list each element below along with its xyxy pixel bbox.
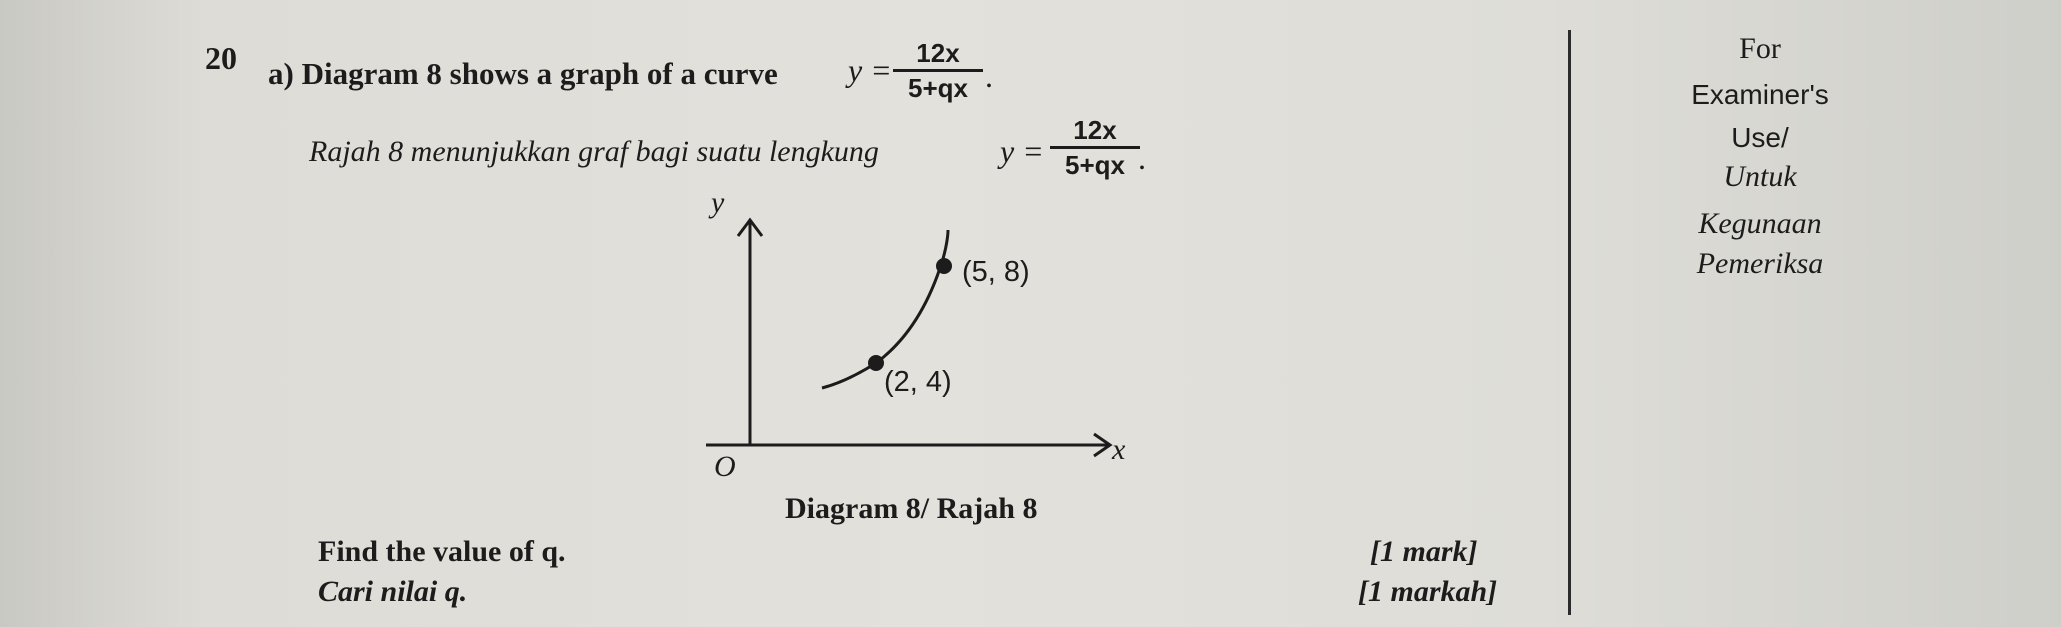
point-label-lower: (2, 4) — [884, 366, 952, 398]
question-number: 20 — [205, 40, 237, 76]
equation-period: . — [985, 58, 993, 94]
point-label-upper: (5, 8) — [962, 256, 1030, 288]
examiner-label-examiners: Examiner's — [1691, 79, 1829, 110]
fraction-denominator: 5+qx — [1065, 150, 1125, 180]
marks-english — [1370, 535, 1478, 569]
margin-divider — [1568, 30, 1571, 615]
marks-malay-text: [1 markah] — [1358, 575, 1498, 608]
x-axis-label: x — [1112, 433, 1126, 466]
origin-label: O — [714, 450, 736, 483]
equation-lhs: y = — [1000, 133, 1044, 169]
examiner-label-use: Use/ — [1731, 122, 1789, 153]
examiner-label-pemeriksa: Pemeriksa — [1696, 247, 1824, 280]
instruction-malay: Cari nilai q. — [318, 575, 468, 608]
fraction-numerator: 12x — [916, 38, 960, 68]
curve — [822, 230, 948, 388]
examiner-label-kegunaan: Kegunaan — [1698, 207, 1822, 240]
instruction-english: Find the value of q. — [318, 535, 566, 568]
point-marker-upper — [936, 258, 952, 274]
y-axis-label: y — [711, 186, 725, 219]
examiner-label-untuk: Untuk — [1723, 160, 1797, 193]
question-text-english: a) Diagram 8 shows a graph of a curve — [268, 56, 778, 91]
question-text-malay: Rajah 8 menunjukkan graf bagi suatu lengkung — [309, 135, 879, 168]
fraction-denominator: 5+qx — [908, 73, 968, 103]
equation-lhs: y = — [848, 52, 892, 88]
diagram-caption: Diagram 8/ Rajah 8 — [785, 492, 1038, 525]
equation-period: . — [1138, 140, 1146, 176]
fraction-numerator: 12x — [1073, 115, 1117, 145]
marks-english-text: [1 mark] — [1370, 535, 1478, 568]
marks-malay — [1358, 575, 1497, 609]
examiner-label-for: For — [1739, 32, 1781, 65]
point-marker-lower — [868, 355, 884, 371]
